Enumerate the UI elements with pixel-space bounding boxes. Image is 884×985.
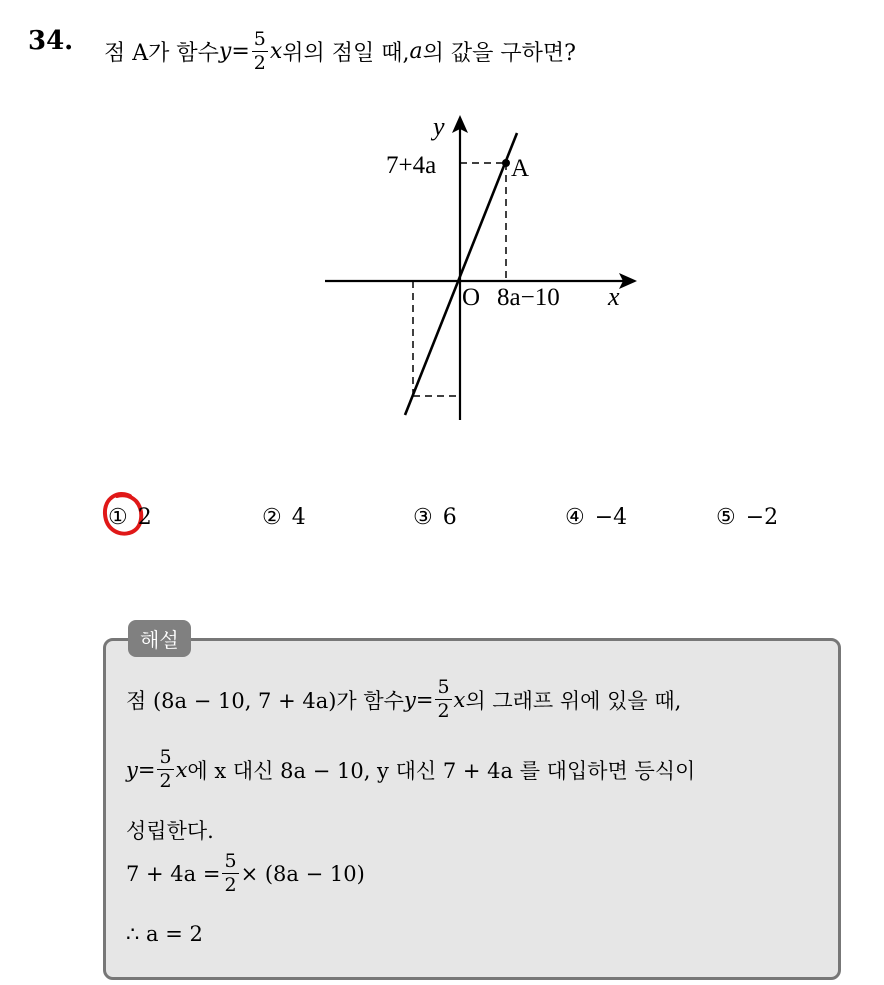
choice-4[interactable] — [565, 505, 627, 530]
exp-line4-numerator: 5 — [224, 850, 237, 872]
choice-2[interactable] — [262, 505, 306, 530]
fraction-numerator: 5 — [253, 28, 266, 50]
exp-line1-fraction — [435, 678, 451, 721]
exp-line4-post: × (8a − 10) — [240, 861, 365, 886]
var-y: y — [218, 39, 232, 64]
question-text-mid: 위의 점일 때, — [282, 41, 410, 66]
fraction-denominator: 2 — [253, 52, 266, 74]
exp-line2-eq: = — [137, 757, 156, 782]
choice-1[interactable] — [108, 505, 152, 530]
exp-line4-fraction — [222, 852, 238, 895]
explanation-line-5: ∴ a = 2 — [126, 922, 203, 946]
exp-line2-post: 에 x 대신 8a − 10, y 대신 7 + 4a 를 대입하면 등식이 — [187, 758, 696, 783]
exp-line4-denominator: 2 — [224, 874, 237, 896]
exp-line2-denominator: 2 — [159, 770, 172, 792]
question-number: 34. — [28, 26, 74, 56]
choice-2-value: 4 — [291, 505, 306, 530]
choice-5-value: −2 — [745, 505, 779, 530]
choice-3-mark: ③ — [413, 505, 433, 530]
exp-line1-denominator: 2 — [437, 700, 450, 722]
origin-label: O — [462, 284, 481, 311]
exp-line4-pre: 7 + 4a = — [126, 861, 221, 886]
explanation-line-3: 성립한다. — [126, 819, 214, 843]
question-text-post: 의 값을 구하면? — [422, 41, 576, 66]
var-a: a — [409, 39, 423, 64]
exp-line1-eq: = — [415, 687, 434, 712]
exp-line2-numerator: 5 — [159, 746, 172, 768]
exp-line2-y: y — [126, 757, 138, 782]
equals: = — [231, 39, 250, 64]
point-y-label: 7+4a — [386, 152, 437, 179]
choice-2-mark: ② — [262, 505, 282, 530]
point-a-label: A — [511, 155, 530, 182]
explanation-line-4 — [126, 852, 365, 895]
point-x-label: 8a−10 — [497, 284, 560, 311]
choice-3[interactable] — [413, 505, 457, 530]
exp-line1-post: 의 그래프 위에 있을 때, — [465, 688, 682, 713]
y-axis-label: y — [433, 112, 445, 141]
exp-line1-x: x — [453, 687, 466, 712]
question-text-pre: 점 A가 함수 — [104, 41, 219, 66]
x-axis-label: x — [608, 282, 620, 311]
explanation-line-2 — [126, 748, 695, 791]
exp-line1-numerator: 5 — [437, 676, 450, 698]
explanation-tag: 해설 — [128, 620, 191, 657]
var-x: x — [269, 39, 283, 64]
explanation-line-1 — [126, 678, 681, 721]
choice-4-mark: ④ — [565, 505, 585, 530]
exp-line1-y: y — [403, 687, 416, 712]
choice-3-value: 6 — [442, 505, 457, 530]
function-graph — [300, 100, 650, 440]
exp-line2-x: x — [175, 757, 188, 782]
choice-1-mark: ① — [108, 505, 128, 530]
choice-1-value: 2 — [137, 505, 152, 530]
point-a-dot — [502, 159, 510, 167]
question-text — [104, 30, 576, 73]
fraction — [252, 30, 268, 73]
exp-line1-pre: 점 (8a − 10, 7 + 4a)가 함수 — [126, 688, 404, 713]
choice-5[interactable] — [716, 505, 778, 530]
choice-5-mark: ⑤ — [716, 505, 736, 530]
exp-line2-fraction — [157, 748, 173, 791]
choice-4-value: −4 — [594, 505, 628, 530]
